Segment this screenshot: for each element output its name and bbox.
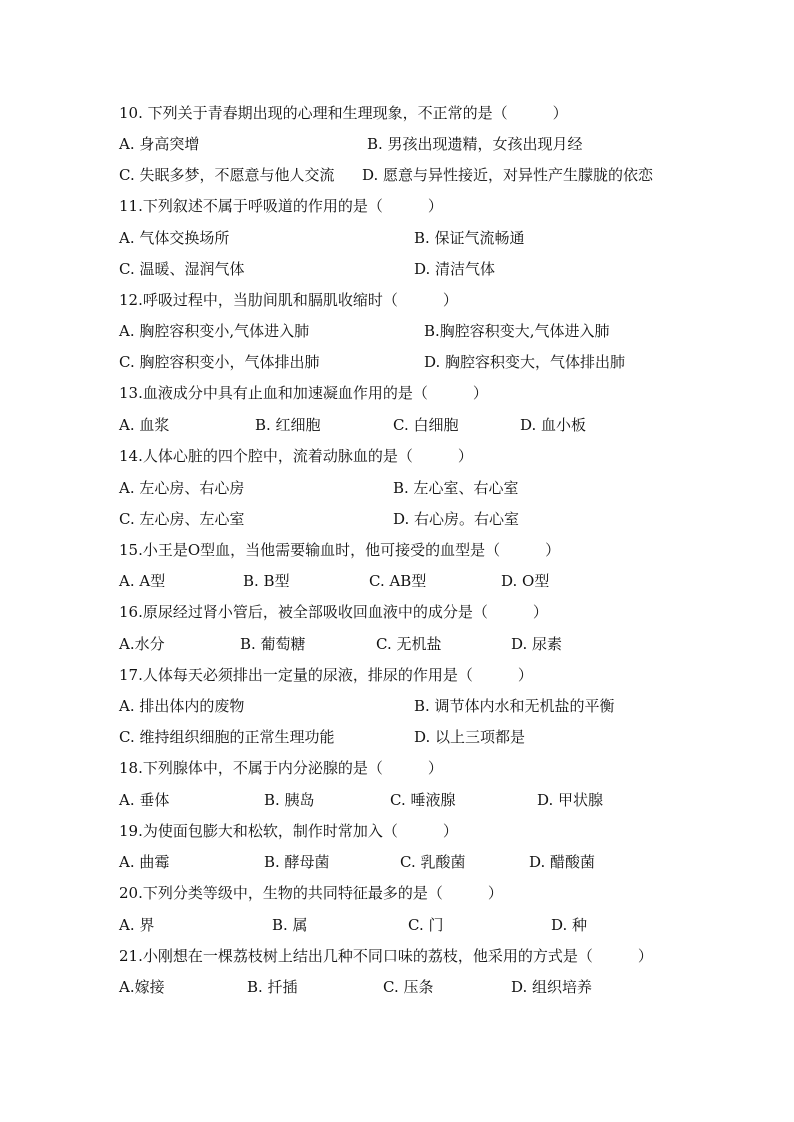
question-20-option-a: A. 界 (119, 916, 155, 934)
question-12-stem: 12.呼吸过程中，当肋间肌和膈肌收缩时（ ） (119, 291, 458, 309)
question-18-stem: 18.下列腺体中，不属于内分泌腺的是（ ） (119, 759, 443, 777)
question-21-option-c: C. 压条 (383, 978, 434, 996)
question-14-option-d: D. 右心房。右心室 (393, 510, 520, 528)
question-13-stem: 13.血液成分中具有止血和加速凝血作用的是（ ） (119, 384, 488, 402)
question-19-option-d: D. 醋酸菌 (529, 853, 596, 871)
question-19-option-c: C. 乳酸菌 (400, 853, 466, 871)
question-11-option-c: C. 温暖、湿润气体 (119, 260, 245, 278)
question-13-option-b: B. 红细胞 (255, 416, 321, 434)
question-13-option-c: C. 白细胞 (393, 416, 459, 434)
question-14-option-a: A. 左心房、右心房 (119, 479, 245, 497)
question-15-option-d: D. O型 (501, 572, 550, 590)
question-19-stem: 19.为使面包膨大和松软，制作时常加入（ ） (119, 822, 458, 840)
question-18-option-c: C. 唾液腺 (390, 791, 456, 809)
question-20-stem: 20.下列分类等级中，生物的共同特征最多的是（ ） (119, 884, 503, 902)
question-15-option-c: C. AB型 (369, 572, 427, 590)
question-18-option-b: B. 胰岛 (264, 791, 315, 809)
question-10-option-c: C. 失眠多梦，不愿意与他人交流 (119, 166, 335, 184)
question-17-option-a: A. 排出体内的废物 (119, 697, 245, 715)
question-16-stem: 16.原尿经过肾小管后，被全部吸收回血液中的成分是（ ） (119, 603, 548, 621)
question-15-option-a: A. A型 (119, 572, 166, 590)
question-16-option-b: B. 葡萄糖 (240, 635, 306, 653)
question-15-option-b: B. B型 (243, 572, 290, 590)
question-13-option-d: D. 血小板 (520, 416, 587, 434)
question-17-option-d: D. 以上三项都是 (414, 728, 526, 746)
question-20-option-c: C. 门 (408, 916, 444, 934)
question-12-option-d: D. 胸腔容积变大，气体排出肺 (424, 353, 626, 371)
question-20-option-d: D. 种 (551, 916, 588, 934)
question-21-option-d: D. 组织培养 (511, 978, 593, 996)
question-19-option-a: A. 曲霉 (119, 853, 170, 871)
question-14-option-b: B. 左心室、右心室 (393, 479, 519, 497)
question-19-option-b: B. 酵母菌 (264, 853, 330, 871)
question-10-stem: 10. 下列关于青春期出现的心理和生理现象，不正常的是（ ） (119, 104, 568, 122)
question-14-option-c: C. 左心房、左心室 (119, 510, 245, 528)
question-16-option-c: C. 无机盐 (376, 635, 442, 653)
question-17-stem: 17.人体每天必须排出一定量的尿液，排尿的作用是（ ） (119, 666, 533, 684)
question-15-stem: 15.小王是O型血，当他需要输血时，他可接受的血型是（ ） (119, 541, 561, 559)
question-18-option-d: D. 甲状腺 (537, 791, 604, 809)
question-11-option-d: D. 清洁气体 (414, 260, 496, 278)
question-12-option-a: A. 胸腔容积变小,气体进入肺 (119, 322, 310, 340)
question-21-option-a: A.嫁接 (119, 978, 165, 996)
question-10-option-b: B. 男孩出现遗精，女孩出现月经 (367, 135, 583, 153)
question-20-option-b: B. 属 (272, 916, 308, 934)
question-17-option-b: B. 调节体内水和无机盐的平衡 (414, 697, 615, 715)
question-10-option-a: A. 身高突增 (119, 135, 200, 153)
question-11-option-b: B. 保证气流畅通 (414, 229, 525, 247)
question-18-option-a: A. 垂体 (119, 791, 170, 809)
question-11-option-a: A. 气体交换场所 (119, 229, 230, 247)
question-21-stem: 21.小刚想在一棵荔枝树上结出几种不同口味的荔枝，他采用的方式是（ ） (119, 947, 653, 965)
question-12-option-b: B.胸腔容积变大,气体进入肺 (424, 322, 610, 340)
question-21-option-b: B. 扦插 (247, 978, 298, 996)
question-16-option-d: D. 尿素 (511, 635, 563, 653)
question-11-stem: 11.下列叙述不属于呼吸道的作用的是（ ） (119, 197, 443, 215)
question-14-stem: 14.人体心脏的四个腔中，流着动脉血的是（ ） (119, 447, 473, 465)
question-13-option-a: A. 血浆 (119, 416, 170, 434)
question-16-option-a: A.水分 (119, 635, 165, 653)
question-17-option-c: C. 维持组织细胞的正常生理功能 (119, 728, 335, 746)
question-12-option-c: C. 胸腔容积变小，气体排出肺 (119, 353, 320, 371)
question-10-option-d: D. 愿意与异性接近，对异性产生朦胧的依恋 (362, 166, 654, 184)
